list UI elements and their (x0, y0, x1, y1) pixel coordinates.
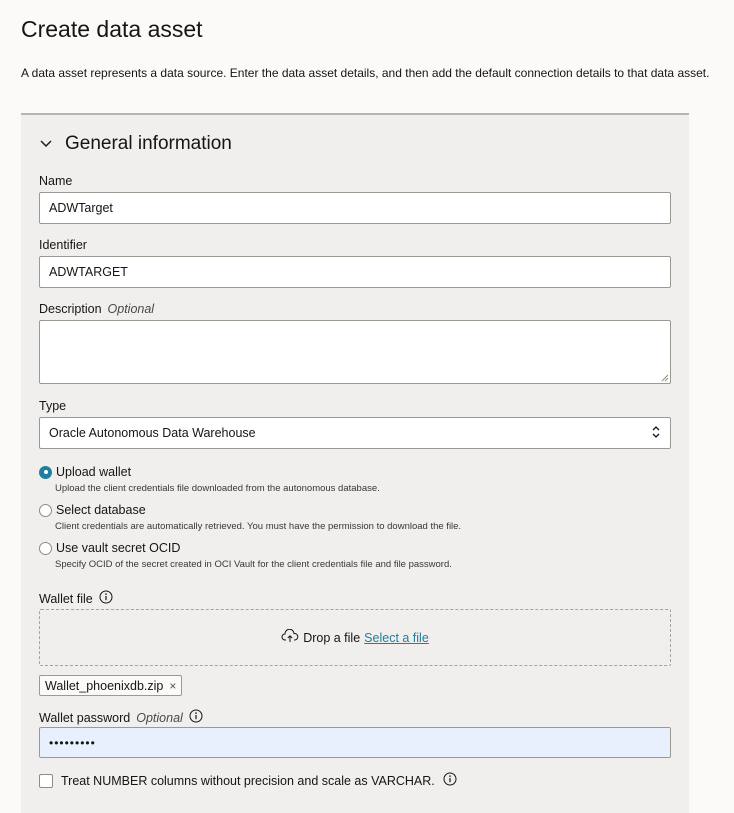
drop-file-text: Drop a file (303, 630, 361, 645)
radio-upload-wallet[interactable] (39, 465, 131, 479)
info-icon[interactable] (99, 590, 113, 607)
uploaded-file-chip (39, 675, 182, 696)
resize-grip-icon[interactable] (660, 373, 669, 382)
number-as-varchar-label: Treat NUMBER columns without precision and scale as VARCHAR. (61, 773, 435, 788)
select-arrows-icon (651, 425, 661, 442)
name-label: Name (39, 174, 73, 188)
info-icon[interactable] (443, 772, 457, 789)
type-label: Type (39, 399, 67, 413)
page-description: A data asset represents a data source. Enter the data asset details, and then add the default connection details to that data asset. (21, 66, 710, 80)
number-as-varchar-checkbox[interactable] (39, 774, 53, 788)
type-selected-value: Oracle Autonomous Data Warehouse (49, 426, 256, 440)
description-optional-tag: Optional (107, 302, 155, 316)
page-title: Create data asset (21, 16, 203, 42)
radio-upload-wallet-label: Upload wallet (56, 465, 132, 479)
type-select[interactable] (39, 417, 671, 449)
name-input[interactable] (39, 192, 671, 224)
general-information-panel (21, 113, 689, 813)
uploaded-file-name: Wallet_phoenixdb.zip (45, 678, 164, 693)
radio-button-checked[interactable] (39, 466, 52, 479)
radio-select-database-help: Client credentials are automatically retrieved. You must have the permission to download the file. (55, 521, 462, 532)
radio-button[interactable] (39, 542, 52, 555)
wallet-password-masked: ••••••••• (49, 735, 96, 750)
select-file-link[interactable]: Select a file (364, 630, 429, 645)
info-icon[interactable] (189, 709, 203, 726)
wallet-file-label: Wallet file (39, 590, 113, 607)
radio-button[interactable] (39, 504, 52, 517)
chevron-down-icon[interactable] (39, 139, 53, 149)
name-value: ADWTarget (49, 201, 113, 215)
section-title: General information (65, 133, 232, 154)
wallet-password-input[interactable] (39, 727, 671, 758)
radio-vault-secret[interactable] (39, 541, 180, 555)
wallet-file-dropzone[interactable] (39, 609, 671, 666)
wallet-password-label: Wallet password Optional (39, 709, 203, 726)
cloud-upload-icon (281, 629, 299, 646)
number-as-varchar-option[interactable] (39, 772, 457, 789)
radio-select-database-label: Select database (56, 503, 146, 517)
general-information-toggle[interactable] (39, 133, 232, 155)
radio-upload-wallet-help: Upload the client credentials file downloaded from the autonomous database. (55, 483, 380, 494)
radio-select-database[interactable] (39, 503, 146, 517)
wallet-password-optional-tag: Optional (136, 710, 183, 725)
description-textarea[interactable] (39, 320, 671, 384)
identifier-input[interactable] (39, 256, 671, 288)
radio-vault-secret-help: Specify OCID of the secret created in OCI Vault for the client credentials file and file password. (55, 559, 452, 570)
radio-vault-secret-label: Use vault secret OCID (56, 541, 181, 555)
description-label: Description Optional (39, 302, 155, 316)
identifier-label: Identifier (39, 238, 87, 252)
identifier-value: ADWTARGET (49, 265, 128, 279)
close-icon[interactable]: × (169, 678, 177, 693)
